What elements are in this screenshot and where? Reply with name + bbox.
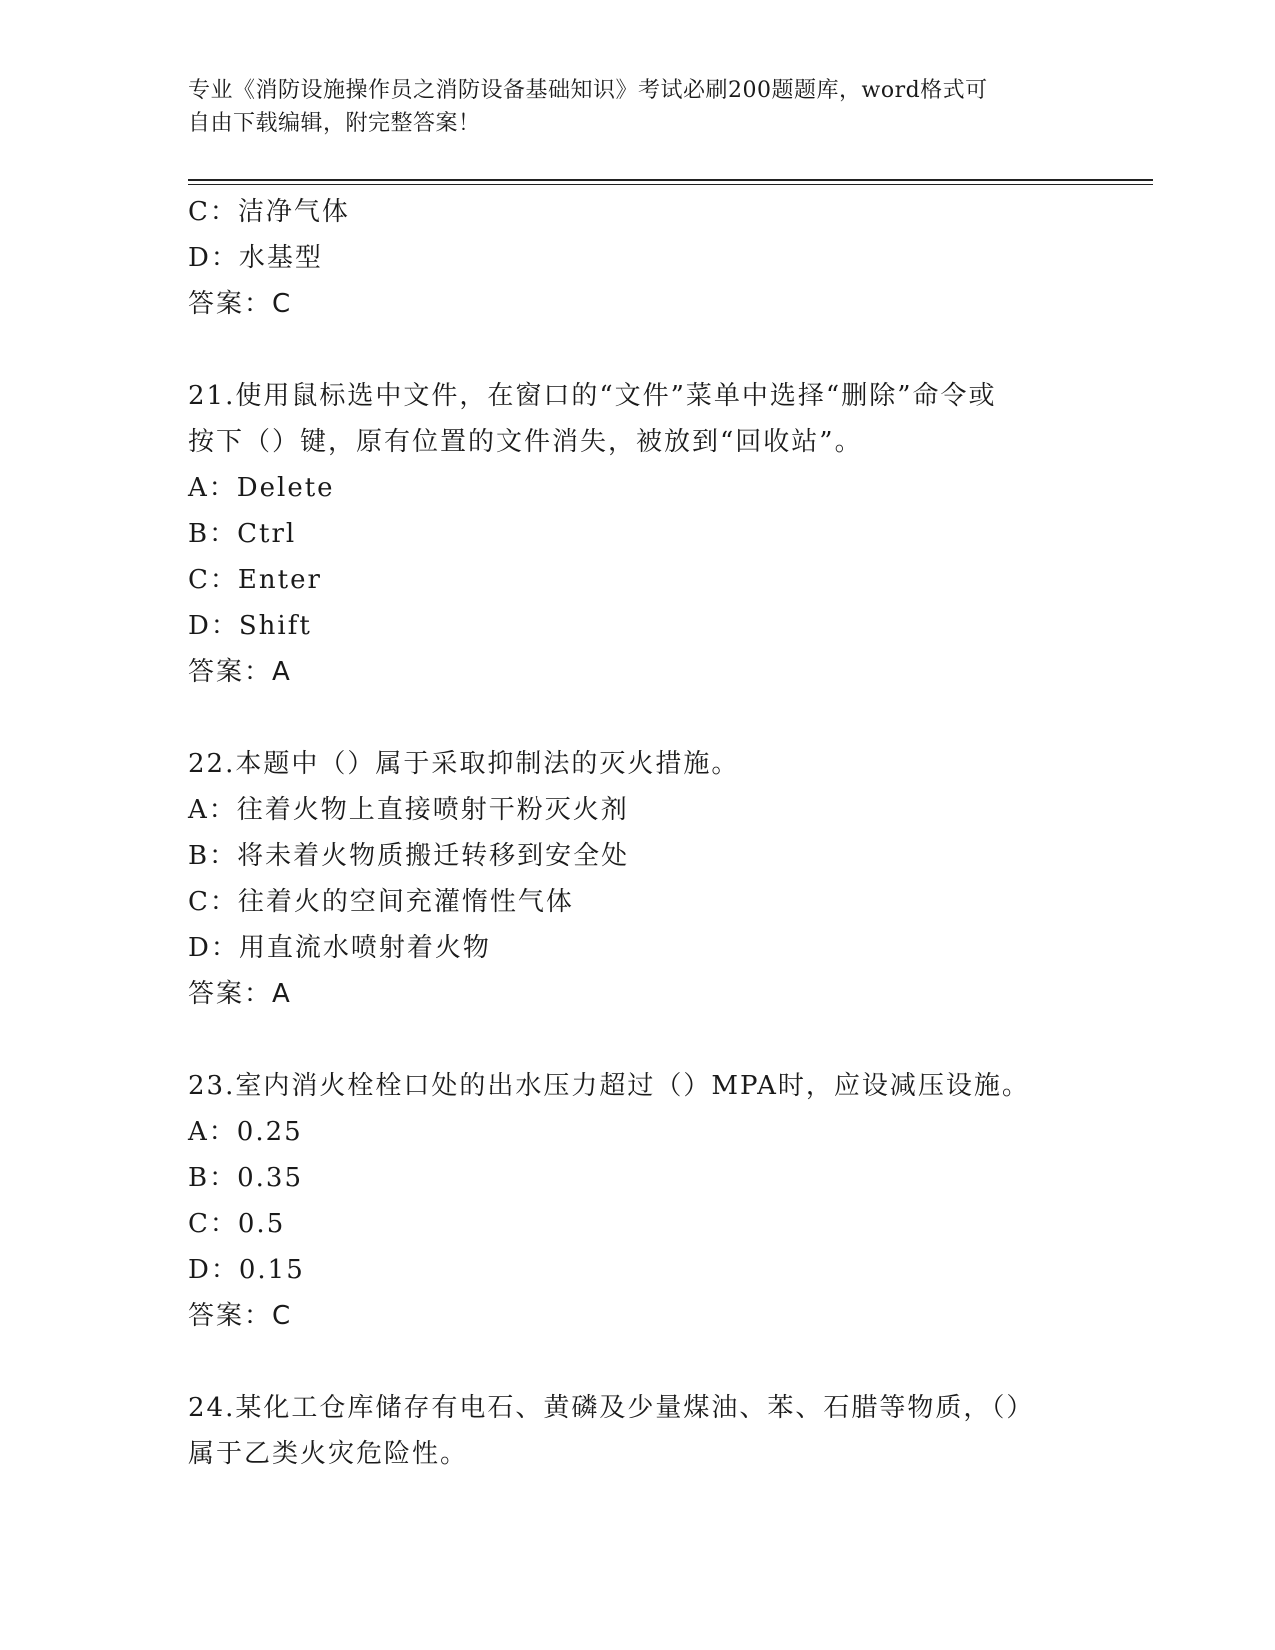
option-b: B：0.35 [188, 1163, 303, 1193]
option-d: D：Shift [188, 611, 312, 641]
document-header [188, 74, 1068, 140]
header-divider-thin [188, 184, 1153, 185]
question-22 [188, 741, 1088, 1017]
answer-label: 答案：A [188, 979, 292, 1009]
question-24 [188, 1385, 1088, 1477]
question-stem-line: 21.使用鼠标选中文件，在窗口的“文件”菜单中选择“删除”命令或 [188, 381, 997, 411]
option-b: B：将未着火物质搬迁转移到安全处 [188, 841, 630, 871]
answer-label: 答案：C [188, 289, 293, 319]
option-c: C：0.5 [188, 1209, 286, 1239]
spacer [188, 1017, 1088, 1063]
option-a: A：往着火物上直接喷射干粉灭火剂 [188, 795, 629, 825]
spacer [188, 1339, 1088, 1385]
question-21 [188, 373, 1088, 695]
option-a: A：0.25 [188, 1117, 303, 1147]
header-line-1: 专业《消防设施操作员之消防设备基础知识》考试必刷200题题库，word格式可 [188, 78, 988, 103]
spacer [188, 327, 1088, 373]
question-23 [188, 1063, 1088, 1339]
option-d: D：用直流水喷射着火物 [188, 933, 491, 963]
answer-label: 答案：C [188, 1301, 293, 1331]
option-c: C：往着火的空间充灌惰性气体 [188, 887, 574, 917]
question-stem-line: 24.某化工仓库储存有电石、黄磷及少量煤油、苯、石腊等物质，（） [188, 1393, 1035, 1423]
header-line-2: 自由下载编辑，附完整答案！ [188, 111, 481, 136]
question-20-tail [188, 189, 1088, 327]
option-d: D：水基型 [188, 243, 323, 273]
option-a: A：Delete [188, 473, 335, 503]
answer-label: 答案：A [188, 657, 292, 687]
question-list [188, 189, 1088, 1477]
question-stem-line: 23.室内消火栓栓口处的出水压力超过（）MPA时，应设减压设施。 [188, 1071, 1030, 1101]
option-d: D：0.15 [188, 1255, 305, 1285]
option-c: C：洁净气体 [188, 197, 350, 227]
option-b: B：Ctrl [188, 519, 297, 549]
spacer [188, 695, 1088, 741]
question-stem-line: 属于乙类火灾危险性。 [188, 1439, 469, 1469]
option-c: C：Enter [188, 565, 322, 595]
question-stem-line: 按下（）键，原有位置的文件消失，被放到“回收站”。 [188, 427, 863, 457]
question-stem-line: 22.本题中（）属于采取抑制法的灭火措施。 [188, 749, 740, 779]
header-divider-thick [188, 179, 1153, 181]
